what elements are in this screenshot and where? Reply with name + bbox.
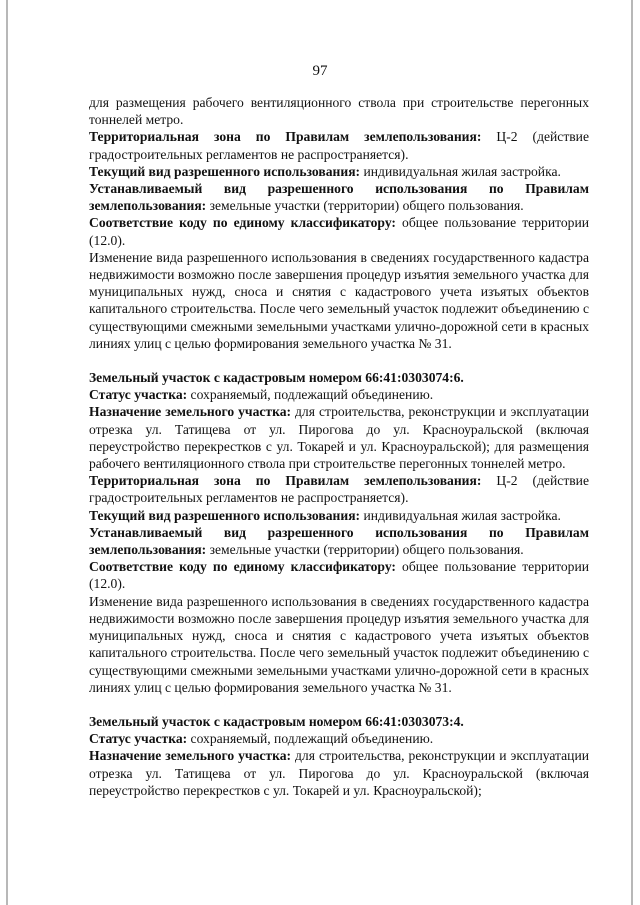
paragraph bbox=[89, 403, 589, 472]
paragraph bbox=[89, 180, 589, 214]
paragraph-text: для размещения рабочего вентиляционного ствола при строительстве перегонных тоннелей метро. bbox=[89, 95, 589, 128]
paragraph-heading: Территориальная зона по Правилам землепользования: bbox=[89, 473, 482, 489]
paragraph-heading: Текущий вид разрешенного использования: bbox=[89, 507, 361, 523]
paragraph-heading: Территориальная зона по Правилам землепользования: bbox=[89, 129, 482, 145]
paragraph-spacer bbox=[89, 696, 589, 713]
paragraph-text: сохраняемый, подлежащий объединению. bbox=[187, 387, 434, 403]
paragraph-text: Изменение вида разрешенного использования в сведениях государственного кадастра недвижимости возможно после завершения процедур изъятия земельного участка для муниципальных нужд, сноса и снятия с кадастрового учета изъятых объектов капитального строительства. После чего земельный участок подлежит объединению с существующими смежными земельными участками улично-дорожной сети в красных линиях улиц с целью формирования земельного участка № 31. bbox=[89, 249, 589, 351]
paragraph-heading: Статус участка: bbox=[89, 731, 188, 747]
paragraph-text: индивидуальная жилая застройка. bbox=[360, 163, 561, 179]
paragraph bbox=[89, 507, 589, 524]
paragraph-text: Изменение вида разрешенного использования в сведениях государственного кадастра недвижимости возможно после завершения процедур изъятия земельного участка для муниципальных нужд, сноса и снятия с кадастрового учета изъятых объектов капитального строительства. После чего земельный участок подлежит объединению с существующими смежными земельными участками улично-дорожной сети в красных линиях улиц с целью формирования земельного участка № 31. bbox=[89, 593, 589, 695]
paragraph-heading: Статус участка: bbox=[89, 387, 188, 403]
paragraph-heading: Текущий вид разрешенного использования: bbox=[89, 163, 361, 179]
paragraph-text: для строительства, реконструкции и эксплуатации отрезка ул. Татищева от ул. Пирогова до ул. Красноуральской (включая переустройство перекрестков с ул. Токарей и ул. Красноуральской); для размещения рабочего вентиляционного ствола при строительстве перегонных тоннелей метро. bbox=[89, 404, 589, 472]
paragraph bbox=[89, 593, 589, 696]
paragraph bbox=[89, 730, 589, 747]
paragraph-heading: Земельный участок с кадастровым номером 66:41:0303074:6. bbox=[89, 370, 464, 386]
document-body bbox=[89, 94, 589, 799]
paragraph-text: земельные участки (территории) общего пользования. bbox=[206, 542, 524, 558]
page-left-edge bbox=[6, 0, 8, 905]
paragraph-text: общее пользование территории (12.0). bbox=[89, 215, 589, 248]
paragraph bbox=[89, 94, 589, 128]
paragraph-text: для строительства, реконструкции и эксплуатации отрезка ул. Татищева от ул. Пирогова до ул. Красноуральской (включая переустройство перекрестков с ул. Токарей и ул. Красноуральской); bbox=[89, 748, 589, 798]
paragraph bbox=[89, 558, 589, 592]
page-number: 97 bbox=[312, 63, 328, 79]
paragraph bbox=[89, 472, 589, 506]
paragraph-heading: Соответствие коду по единому классификатору: bbox=[89, 559, 396, 575]
paragraph-heading: Устанавливаемый вид разрешенного использования по Правилам землепользования: bbox=[89, 181, 589, 214]
paragraph-heading: Земельный участок с кадастровым номером 66:41:0303073:4. bbox=[89, 713, 464, 729]
paragraph bbox=[89, 163, 589, 180]
paragraph-text: сохраняемый, подлежащий объединению. bbox=[187, 731, 434, 747]
paragraph-heading: Устанавливаемый вид разрешенного использования по Правилам землепользования: bbox=[89, 524, 589, 558]
paragraph-text: индивидуальная жилая застройка. bbox=[360, 507, 561, 523]
paragraph bbox=[89, 214, 589, 248]
paragraph bbox=[89, 128, 589, 162]
paragraph-text: земельные участки (территории) общего пользования. bbox=[206, 198, 524, 214]
paragraph-spacer bbox=[89, 352, 589, 369]
paragraph-text: Ц-2 (действие градостроительных регламентов не распространяется). bbox=[89, 129, 589, 162]
paragraph-text: общее пользование территории (12.0). bbox=[89, 559, 589, 592]
paragraph-heading: Назначение земельного участка: bbox=[89, 748, 292, 764]
paragraph bbox=[89, 249, 589, 352]
page-right-edge bbox=[631, 0, 633, 905]
paragraph-heading: Соответствие коду по единому классификатору: bbox=[89, 215, 396, 231]
paragraph bbox=[89, 386, 589, 403]
paragraph bbox=[89, 713, 589, 730]
paragraph-heading: Назначение земельного участка: bbox=[89, 404, 292, 420]
paragraph-text: Ц-2 (действие градостроительных регламентов не распространяется). bbox=[89, 473, 589, 506]
paragraph bbox=[89, 747, 589, 799]
paragraph bbox=[89, 524, 589, 558]
paragraph bbox=[89, 369, 589, 386]
